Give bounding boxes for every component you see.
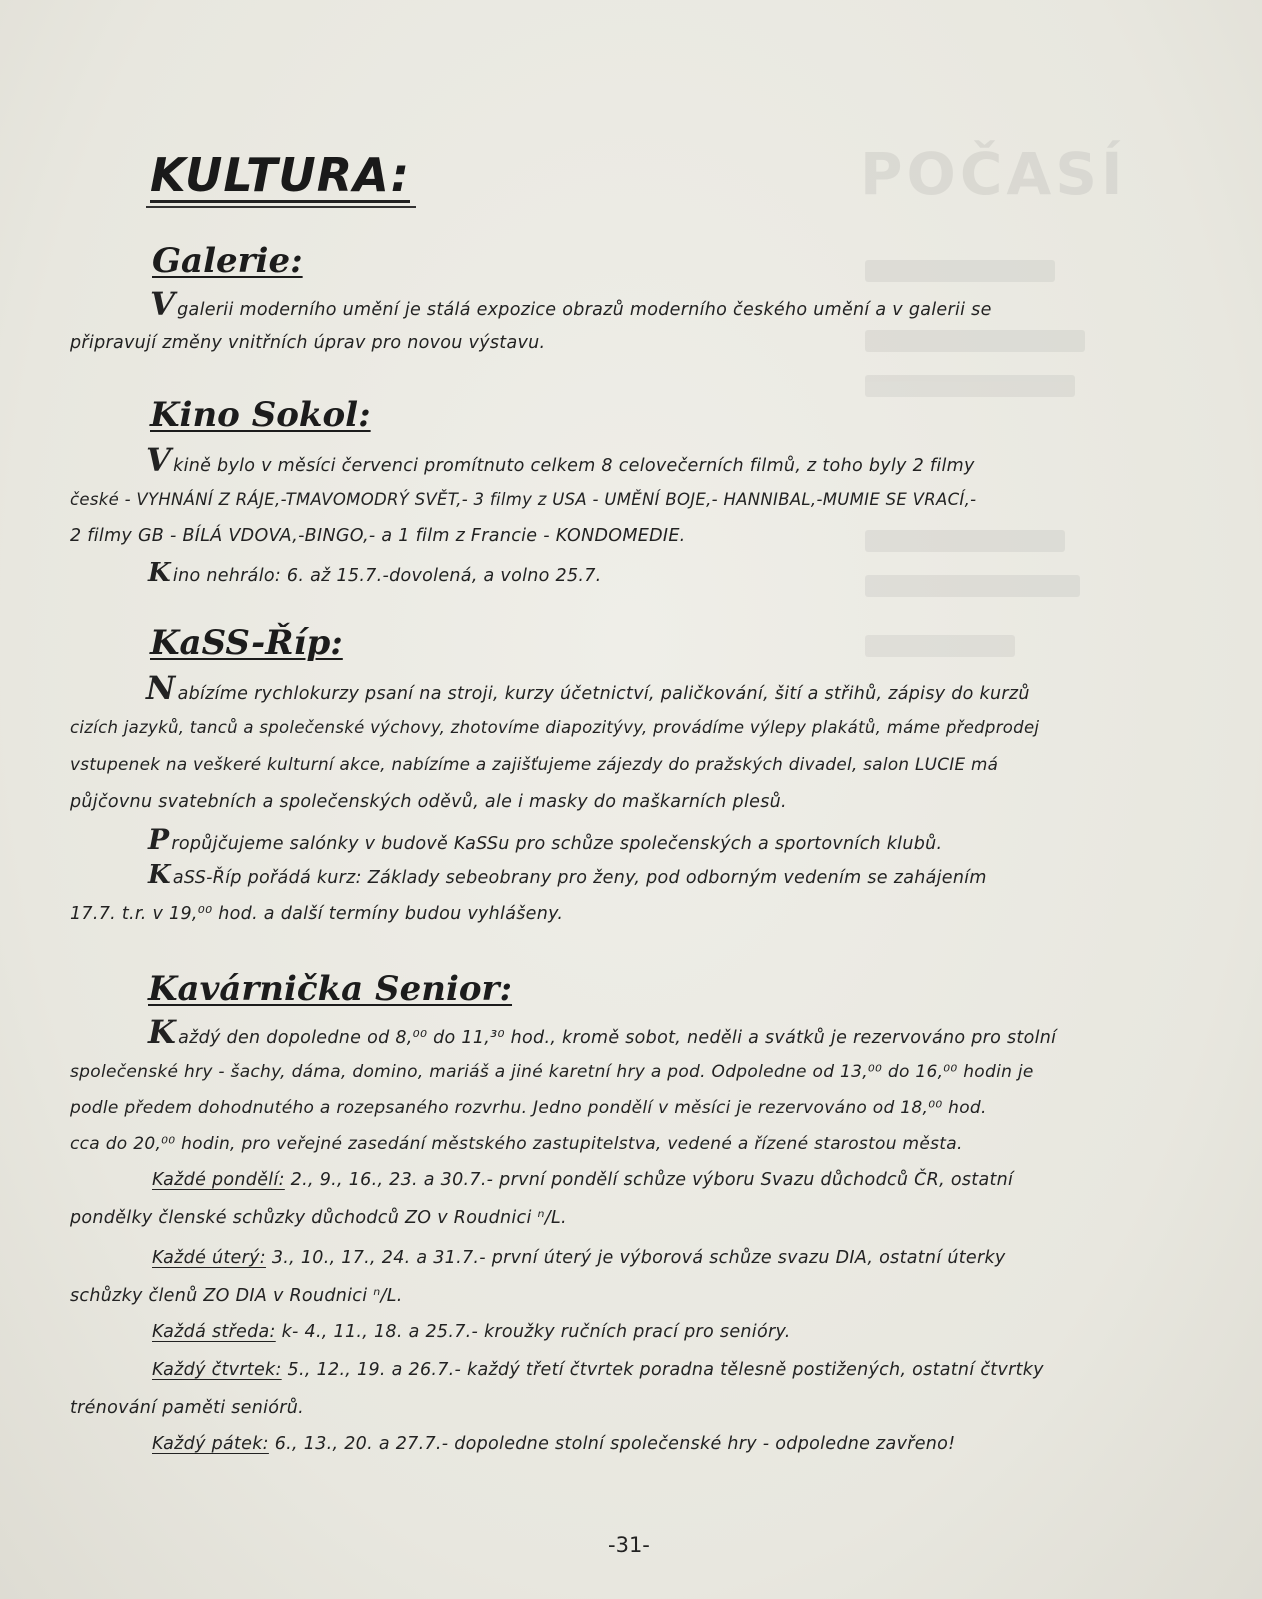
section-heading-galerie: Galerie: (152, 241, 303, 281)
schedule-monday: Každé pondělí: 2., 9., 16., 23. a 30.7.- první pondělí schůze výboru Svazu důchodců ČR, ostatní (152, 1170, 1014, 1190)
show-through-text: POČASÍ (840, 140, 1100, 660)
paragraph-line: K ino nehrálo: 6. až 15.7.-dovolená, a volno 25.7. (148, 558, 602, 588)
paragraph-line: půjčovnu svatebních a společenských oděvů, ale i masky do maškarních plesů. (70, 792, 787, 812)
schedule-tuesday: Každé úterý: 3., 10., 17., 24. a 31.7.- první úterý je výborová schůze svazu DIA, ostatní úterky (152, 1248, 1006, 1268)
paragraph-line: schůzky členů ZO DIA v Roudnici ⁿ/L. (70, 1286, 403, 1306)
paragraph-line: vstupenek na veškeré kulturní akce, nabízíme a zajišťujeme zájezdy do pražských divadel, salon LUCIE má (70, 754, 999, 774)
paragraph-line: 17.7. t.r. v 19,⁰⁰ hod. a další termíny budou vyhlášeny. (70, 904, 564, 924)
paragraph-line: 2 filmy GB - BÍLÁ VDOVA,-BINGO,- a 1 film z Francie - KONDOMEDIE. (70, 526, 686, 546)
paragraph-line: trénování paměti seniórů. (70, 1398, 305, 1418)
schedule-friday: Každý pátek: 6., 13., 20. a 27.7.- dopoledne stolní společenské hry - odpoledne zavřeno! (152, 1434, 956, 1454)
paragraph-line: Vkině bylo v měsíci červenci promítnuto celkem 8 celovečerních filmů, z toho byly 2 filmy (146, 441, 975, 479)
paragraph-line: Vgalerii moderního umění je stálá expozice obrazů moderního českého umění a v galerii se (150, 285, 992, 323)
paragraph-line: Propůjčujeme salónky v budově KaSSu pro schůze společenských a sportovních klubů. (148, 823, 943, 856)
paragraph-line: K aSS-Říp pořádá kurz: Základy sebeobrany pro ženy, pod odborným vedením se zahájením (148, 860, 987, 890)
paragraph-line: cca do 20,⁰⁰ hodin, pro veřejné zasedání městského zastupitelstva, vedené a řízené starostou města. (70, 1134, 963, 1154)
section-heading-kavarnicka: Kavárnička Senior: (148, 969, 513, 1009)
paragraph-line: připravují změny vnitřních úprav pro novou výstavu. (70, 333, 546, 353)
section-heading-kino: Kino Sokol: (150, 395, 371, 435)
paragraph-line: podle předem dohodnutého a rozepsaného rozvrhu. Jedno pondělí v měsíci je rezervováno od 18,⁰⁰ hod. (70, 1098, 987, 1118)
paragraph-line: cizích jazyků, tanců a společenské výchovy, zhotovíme diapozitývy, provádíme výlepy plakátů, máme předprodej (70, 718, 1040, 737)
section-heading-kass: KaSS-Říp: (150, 623, 343, 663)
paragraph-line: české - VYHNÁNÍ Z RÁJE,-TMAVOMODRÝ SVĚT,- 3 filmy z USA - UMĚNÍ BOJE,- HANNIBAL,-MUMIE SE VRACÍ,- (70, 490, 977, 509)
paragraph-line: pondělky členské schůzky důchodců ZO v Roudnici ⁿ/L. (70, 1208, 567, 1228)
schedule-thursday: Každý čtvrtek: 5., 12., 19. a 26.7.- každý třetí čtvrtek poradna tělesně postižených, ostatní čtvrtky (152, 1360, 1044, 1380)
page-number: -31- (608, 1533, 650, 1557)
page-title: KULTURA: (150, 148, 411, 202)
paragraph-line: společenské hry - šachy, dáma, domino, mariáš a jiné karetní hry a pod. Odpoledne od 13,⁰⁰ do 16,⁰⁰ hodin je (70, 1062, 1034, 1082)
paragraph-line: Nabízíme rychlokurzy psaní na stroji, kurzy účetnictví, paličkování, šití a střihů, zápisy do kurzů (146, 669, 1030, 707)
paragraph-line: Každý den dopoledne od 8,⁰⁰ do 11,³⁰ hod., kromě sobot, neděli a svátků je rezervováno pro stolní (148, 1013, 1057, 1051)
schedule-wednesday: Každá středa: k- 4., 11., 18. a 25.7.- kroužky ručních prací pro senióry. (152, 1322, 791, 1342)
